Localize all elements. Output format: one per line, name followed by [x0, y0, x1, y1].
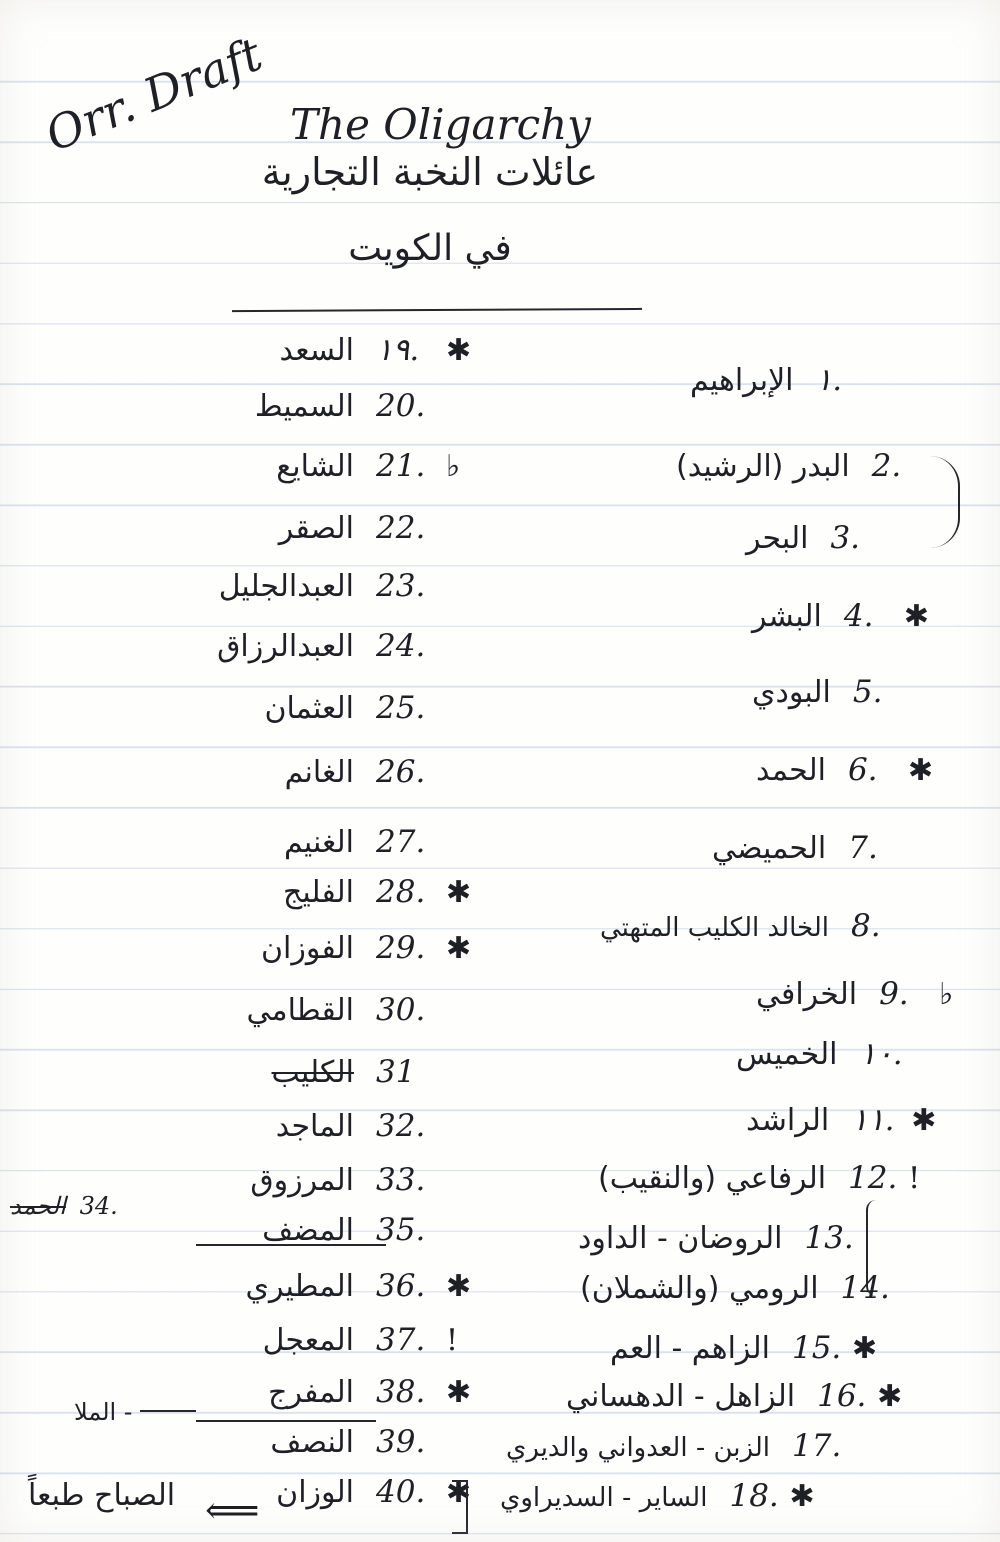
- item-number: 12.: [848, 1160, 898, 1196]
- list-item: [140, 1212, 480, 1248]
- family-name: الساير - السديراوي: [500, 1483, 708, 1513]
- list-item: [600, 908, 941, 944]
- item-number: 40.: [376, 1474, 426, 1510]
- item-number: 29.: [376, 930, 426, 966]
- margin-note-34-name: الحمد: [10, 1192, 66, 1220]
- item-mark: !: [446, 1323, 459, 1358]
- item-mark: ✱: [911, 1103, 937, 1138]
- list-item: [756, 752, 938, 788]
- family-name: الزبن - العدواني والديري: [506, 1433, 770, 1463]
- list-item: [140, 1374, 480, 1410]
- margin-note-34-number: 34.: [79, 1192, 118, 1220]
- arrow-left-icon: ⟸: [205, 1488, 260, 1532]
- list-item: [140, 754, 480, 790]
- item-mark: ✱: [903, 599, 929, 634]
- family-name: الفوزان: [260, 931, 354, 966]
- family-name: الغانم: [284, 755, 354, 790]
- list-item: [506, 1428, 882, 1464]
- family-name: الرفاعي (والنقيب): [598, 1161, 827, 1196]
- list-item: [752, 674, 943, 710]
- page-title: The Oligarchy: [290, 100, 591, 149]
- list-item: [500, 1478, 819, 1514]
- family-name: الخميس: [736, 1037, 838, 1072]
- list-item: [140, 628, 480, 664]
- item-mark: ✱: [446, 333, 472, 368]
- item-number: 7.: [848, 830, 878, 866]
- item-number: 28.: [376, 874, 426, 910]
- item-number: 26.: [376, 754, 426, 790]
- family-name: السميط: [254, 389, 354, 424]
- family-name: الراشد: [746, 1103, 830, 1138]
- list-item: [712, 830, 938, 866]
- margin-note-mulla: - الملا: [74, 1398, 133, 1426]
- item-mark: ✱: [789, 1479, 815, 1514]
- item-number: 2.: [871, 448, 902, 484]
- item-number: 14.: [840, 1270, 890, 1306]
- item-mark: ✱: [446, 1375, 472, 1410]
- list-item: [756, 976, 969, 1012]
- list-item: [140, 992, 480, 1028]
- item-number: 37.: [376, 1322, 426, 1358]
- list-item: [140, 1322, 480, 1358]
- margin-note-34: [10, 1192, 118, 1220]
- family-name: السعد: [279, 333, 354, 368]
- list-item: [140, 388, 480, 424]
- item-number: ١٩.: [376, 332, 420, 368]
- family-name: المرزوق: [250, 1163, 354, 1198]
- item-number: 39.: [376, 1424, 426, 1460]
- item-number: 25.: [376, 690, 426, 726]
- item-number: 35.: [376, 1212, 426, 1248]
- family-name: الإبراهيم: [690, 363, 794, 398]
- item-number: 31: [376, 1054, 416, 1090]
- family-name: الخرافي: [756, 977, 858, 1012]
- family-name: الغنيم: [283, 825, 354, 860]
- item-number: 23.: [376, 568, 426, 604]
- family-name: العبدالجليل: [218, 569, 354, 604]
- list-item: [140, 1162, 480, 1198]
- bracket-40: [452, 1480, 468, 1534]
- family-name: الروضان - الداود: [578, 1221, 783, 1256]
- list-item: [140, 332, 480, 368]
- list-item: [746, 520, 920, 556]
- item-mark: ✱: [446, 1269, 472, 1304]
- family-name: الماجد: [275, 1109, 354, 1144]
- list-item: [690, 362, 906, 398]
- list-item: [140, 930, 480, 966]
- list-item: [140, 1474, 480, 1510]
- item-number: 15.: [791, 1330, 842, 1366]
- item-mark: ♭: [939, 977, 954, 1012]
- family-name: الزاهم - العم: [610, 1331, 770, 1366]
- item-number: 6.: [847, 752, 878, 788]
- item-number: 36.: [376, 1268, 426, 1304]
- item-mark: ✱: [446, 875, 472, 910]
- family-name: الزاهل - الدهساني: [566, 1379, 796, 1414]
- item-number: 24.: [376, 628, 426, 664]
- item-number: 30.: [376, 992, 426, 1028]
- item-number: 27.: [376, 824, 426, 860]
- item-number: 33.: [376, 1162, 426, 1198]
- item-mark: ✱: [851, 1331, 878, 1366]
- list-item: [752, 598, 934, 634]
- item-number: 16.: [817, 1378, 867, 1414]
- family-name: النصف: [270, 1425, 354, 1460]
- item-mark: !: [908, 1161, 921, 1196]
- item-number: ١.: [815, 362, 843, 398]
- family-name: المطيري: [245, 1269, 354, 1304]
- list-item: [140, 1108, 480, 1144]
- list-item: [578, 1220, 894, 1256]
- arabic-title-line-2: في الكويت: [348, 228, 512, 269]
- list-item: [566, 1378, 907, 1414]
- family-name: المضف: [262, 1213, 354, 1248]
- family-name: البودي: [752, 675, 831, 710]
- family-name: الفليج: [282, 875, 354, 910]
- item-number: 4.: [843, 598, 874, 634]
- item-number: 3.: [830, 520, 861, 556]
- family-name: العثمان: [264, 691, 354, 726]
- family-name: الوزان: [276, 1475, 354, 1510]
- family-name: الخالد الكليب المتهتي: [600, 913, 829, 943]
- item-number: 20.: [376, 388, 426, 424]
- family-name: الحميضي: [712, 831, 827, 866]
- item-number: 38.: [376, 1374, 426, 1410]
- list-item: [140, 448, 480, 484]
- connector-line: [140, 1410, 196, 1412]
- list-item: [736, 1036, 949, 1072]
- item-number: 21.: [376, 448, 426, 484]
- item-number: 22.: [376, 510, 426, 546]
- family-name: الحمد: [756, 753, 826, 788]
- family-name: البشر: [752, 599, 822, 634]
- item-number: 32.: [376, 1108, 426, 1144]
- family-name: الصقر: [278, 511, 354, 546]
- item-number: 9.: [879, 976, 909, 1012]
- item-number: ١١.: [851, 1102, 895, 1138]
- family-name: الشايع: [276, 449, 354, 484]
- family-name-struck: الكليب: [271, 1055, 354, 1090]
- list-item: [676, 448, 962, 484]
- list-item: [140, 1054, 480, 1090]
- item-number: 17.: [792, 1428, 842, 1464]
- list-item: [140, 568, 480, 604]
- item-number: 13.: [804, 1220, 854, 1256]
- list-item: [746, 1102, 941, 1138]
- item-mark: ✱: [877, 1379, 903, 1414]
- family-name: البدر (الرشيد): [676, 449, 850, 484]
- item-mark: ♭: [446, 449, 461, 484]
- draft-label: Orr. Draft: [38, 26, 270, 163]
- bracket-2-3: [930, 456, 960, 548]
- list-item: [580, 1270, 931, 1306]
- family-name: البحر: [746, 521, 809, 556]
- item-mark: ✱: [446, 931, 472, 966]
- list-item: [140, 824, 480, 860]
- list-item: [140, 874, 480, 910]
- family-name: المفرج: [268, 1375, 354, 1410]
- list-item: [610, 1330, 882, 1366]
- list-item: [140, 1268, 480, 1304]
- item-number: 8.: [850, 908, 881, 944]
- item-mark: ✱: [907, 753, 934, 788]
- item-number: ١٠.: [859, 1036, 903, 1072]
- item-number: 5.: [852, 674, 883, 710]
- item-number: 18.: [729, 1478, 779, 1514]
- family-name: القطامي: [246, 993, 354, 1028]
- list-item: [140, 510, 480, 546]
- family-name: العبدالرزاق: [217, 629, 354, 664]
- title-underline: [232, 308, 642, 312]
- family-name: الرومي (والشملان): [580, 1271, 819, 1306]
- item-mark: ✱: [446, 1475, 472, 1510]
- arabic-title-line-1: عائلات النخبة التجارية: [261, 150, 599, 194]
- list-item: [140, 1424, 480, 1460]
- divider-line: [196, 1420, 376, 1422]
- family-name: المعجل: [262, 1323, 354, 1358]
- list-item: [598, 1160, 938, 1196]
- margin-note-sabah: الصباح طبعاً: [28, 1478, 176, 1513]
- list-item: [140, 690, 480, 726]
